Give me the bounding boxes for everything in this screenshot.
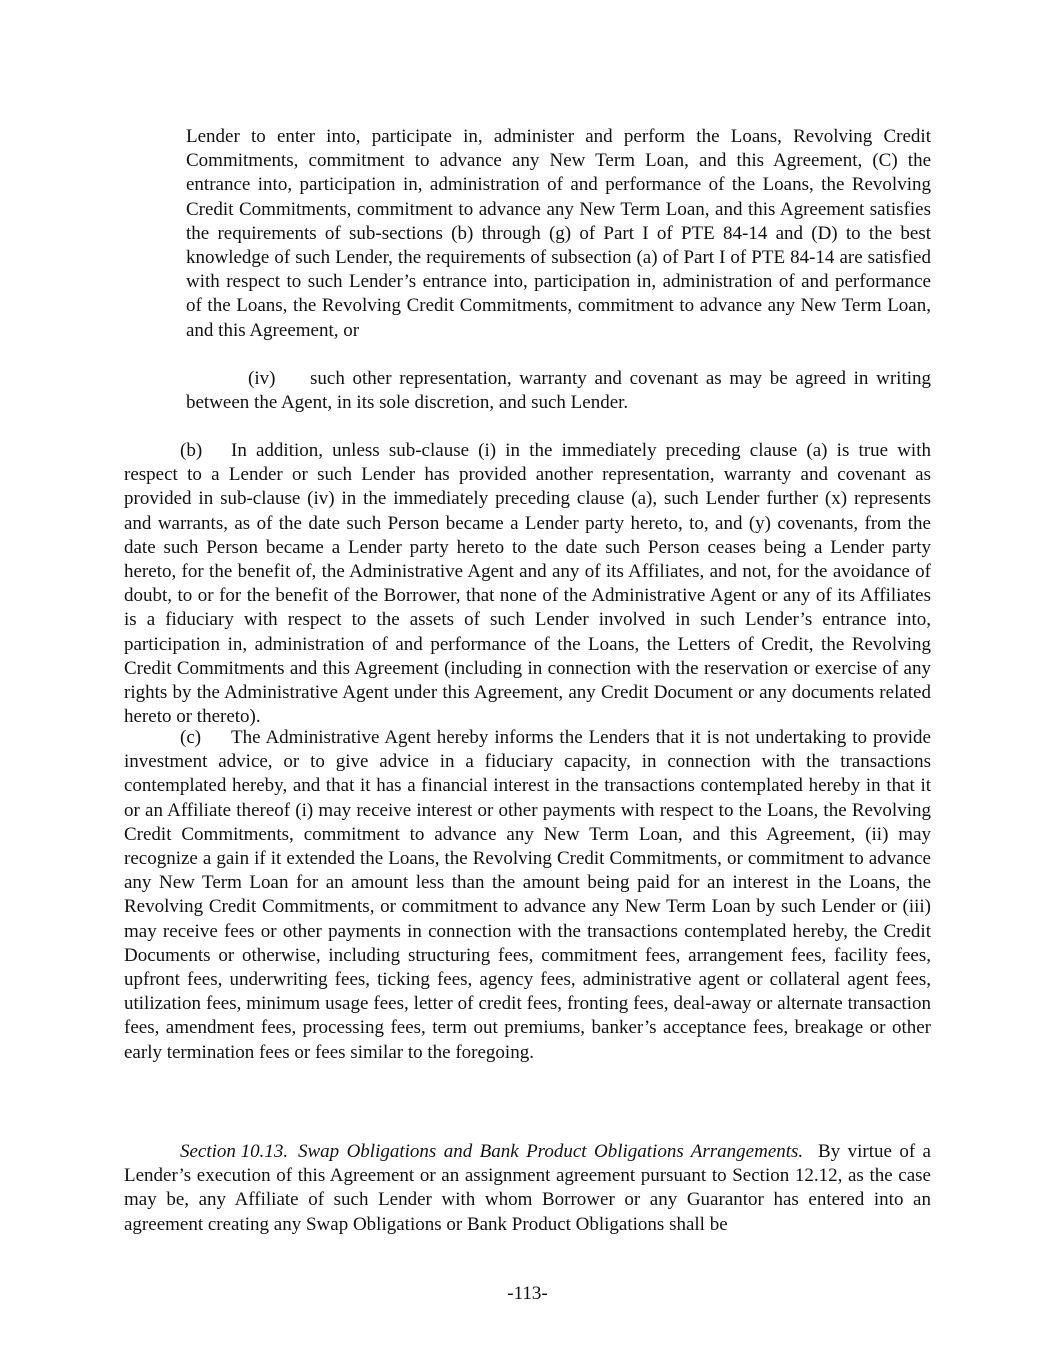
clause-b-text: In addition, unless sub-clause (i) in the immediately preceding clause (a) is true with respect to a Lender or such Lender has provided another representation, warranty and covenant as provided in sub-clause (iv) in the immediately preceding clause (a), such Lender further (x) represents and warrants, as of the date such Person became a Lender party hereto, to, and (y) covenants, from the date such Person became a Lender party hereto to the date such Person ceases being a Lender party hereto, for the benefit of, the Administrative Agent and any of its Affiliates, and not, for the avoidance of doubt, to or for the benefit of the Borrower, that none of the Administrative Agent or any of its Affiliates is a fiduciary with respect to the assets of such Lender involved in such Lender’s entrance into, participation in, administration of and performance of the Loans, the Letters of Credit, the Revolving Credit Commitments and this Agreement (including in connection with the reservation or exercise of any rights by the Administrative Agent under this Agreement, any Credit Document or any documents related hereto or thereto).: [124, 440, 931, 728]
section-text: By virtue of a Lender’s execution of this Agreement or an assignment agreement pursuant to Section 12.12, as the case may be, any Affiliate of such Lender with whom Borrower or any Guarantor has entered into an agreement creating any Swap Obligations or Bank Product Obligations shall be: [124, 1141, 931, 1235]
section-number: Section 10.13.: [180, 1141, 289, 1162]
clause-c-text: The Administrative Agent hereby informs the Lenders that it is not undertaking to provide investment advice, or to give advice in a fiduciary capacity, in connection with the transactions contemplated hereby, and that it has a financial interest in the transactions contemplated hereby in that it or an Affiliate thereof (i) may receive interest or other payments with respect to the Loans, the Revolving Credit Commitments, commitment to advance any New Term Loan, and this Agreement, (ii) may recognize a gain if it extended the Loans, the Revolving Credit Commitments, or commitment to advance any New Term Loan for an amount less than the amount being paid for an interest in the Loans, the Revolving Credit Commitments, or commitment to advance any New Term Loan by such Lender or (iii) may receive fees or other payments in connection with the transactions contemplated hereby, the Credit Documents or otherwise, including structuring fees, commitment fees, arrangement fees, facility fees, upfront fees, underwriting fees, ticking fees, agency fees, administrative agent or collateral agent fees, utilization fees, minimum usage fees, letter of credit fees, fronting fees, deal-away or alternate transaction fees, amendment fees, processing fees, term out premiums, banker’s acceptance fees, breakage or other early termination fees or fees similar to the foregoing.: [124, 727, 931, 1063]
section-paragraph: [124, 1140, 931, 1237]
clause-c-paragraph: [124, 726, 931, 1065]
clause-iv-label: (iv): [248, 368, 276, 389]
clause-b-label: (b): [180, 440, 203, 461]
clause-iv-text: such other representation, warranty and covenant as may be agreed in writing between the Agent, in its sole discretion, and such Lender.: [186, 368, 931, 414]
section-title: Swap Obligations and Bank Product Obligations Arrangements.: [298, 1141, 804, 1162]
clause-b-paragraph: [124, 439, 931, 729]
clause-iv-paragraph: [186, 367, 931, 415]
continuation-paragraph: Lender to enter into, participate in, administer and perform the Loans, Revolving Credit Commitments, commitment to advance any New Term Loan, and this Agreement, (C) the entrance into, participation in, administration of and performance of the Loans, the Revolving Credit Commitments, commitment to advance any New Term Loan, and this Agreement satisfies the requirements of sub-sections (b) through (g) of Part I of PTE 84-14 and (D) to the best knowledge of such Lender, the requirements of subsection (a) of Part I of PTE 84-14 are satisfied with respect to such Lender’s entrance into, participation in, administration of and performance of the Loans, the Revolving Credit Commitments, commitment to advance any New Term Loan, and this Agreement, or: [186, 126, 931, 341]
clause-c-label: (c): [180, 727, 202, 748]
page-number: -113-: [507, 1283, 548, 1304]
